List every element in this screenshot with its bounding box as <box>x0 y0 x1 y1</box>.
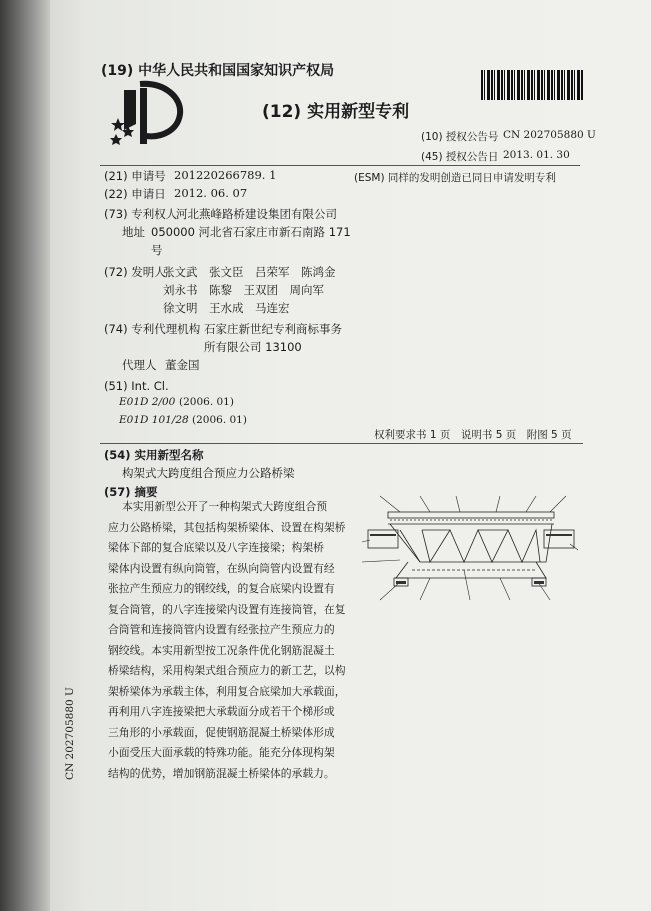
abstract-line: 应力公路桥梁，其包括构架桥梁体、设置在构架桥 <box>108 520 346 534</box>
abstract-line: 桥梁结构，采用构架式组合预应力的新工艺，以构 <box>108 664 346 677</box>
esm-note: (ESM) 同样的发明创造已同日申请发明专利 <box>354 172 556 184</box>
filing-label: (22) 申请日 <box>104 187 166 201</box>
abstract-line: 梁体内设置有纵向筒管，在纵向筒管内设置有经 <box>108 561 335 575</box>
address-line1: 050000 河北省石家庄市新石南路 171 <box>151 225 351 239</box>
document-type: (12) 实用新型专利 <box>262 102 410 122</box>
page-counts: 权利要求书 1 页 说明书 5 页 附图 5 页 <box>374 429 572 441</box>
abstract-line: 本实用新型公开了一种构架式大跨度组合预 <box>122 500 328 513</box>
inventors-line1: 张文武 张文臣 吕荣军 陈鸿金 <box>163 265 336 279</box>
patentee: 河北燕峰路桥建设集团有限公司 <box>176 207 337 221</box>
filing-date: 2012. 06. 07 <box>174 186 248 200</box>
agency-label: (74) 专利代理机构 <box>104 322 201 336</box>
title-label: (54) 实用新型名称 <box>104 448 204 462</box>
address-line2: 号 <box>151 243 163 257</box>
patentee-label: (73) 专利权人 <box>104 207 178 221</box>
utility-model-title: 构架式大跨度组合预应力公路桥梁 <box>122 466 295 480</box>
header-rule <box>100 165 580 166</box>
abstract-line: 结构的优势，增加钢筋混凝土桥梁体的承载力。 <box>108 766 335 780</box>
abstract-label: (57) 摘要 <box>104 485 158 499</box>
ipc1-code: E01D 2/00 <box>119 396 176 408</box>
abstract-line: 三角形的小承载面，促使钢筋混凝土桥梁体形成 <box>108 725 335 739</box>
agency-line2: 所有限公司 13100 <box>204 340 302 354</box>
bridge-truss-drawing <box>360 490 580 608</box>
pub-date: 2013. 01. 30 <box>503 149 570 161</box>
mid-rule <box>100 443 583 444</box>
barcode <box>481 70 583 100</box>
ipc2-code: E01D 101/28 <box>119 414 189 426</box>
pub-number: CN 202705880 U <box>503 129 596 141</box>
pub-date-label: (45) 授权公告日 <box>421 151 499 163</box>
abstract-line: 小面受压大面承载的特殊功能。能充分体现构架 <box>108 746 335 759</box>
agency-line1: 石家庄新世纪专利商标事务 <box>204 322 342 336</box>
abstract-line: 复合筒管，的八字连接梁内设置有连接筒管，在复 <box>108 602 346 616</box>
sipo-emblem-icon <box>110 80 186 146</box>
app-no: 201220266789. 1 <box>174 168 277 182</box>
app-no-label: (21) 申请号 <box>104 169 166 183</box>
inventors-line3: 徐文明 王水成 马连宏 <box>163 301 290 315</box>
abstract-line: 张拉产生预应力的钢绞线，的复合底梁内设置有 <box>108 582 335 595</box>
ipc1-date: (2006. 01) <box>179 396 234 408</box>
ipc2-date: (2006. 01) <box>192 414 247 426</box>
inventors-line2: 刘永书 陈黎 王双团 周向军 <box>163 283 324 297</box>
background-edge <box>0 0 50 911</box>
address-label: 地址 <box>122 225 145 239</box>
abstract-line: 合筒管和连接筒管内设置有经张拉产生预应力的 <box>108 623 335 636</box>
abstract-line: 架桥梁体为承载主体，利用复合底梁加大承载面， <box>108 684 346 698</box>
ipc-label: (51) Int. Cl. <box>104 379 169 393</box>
abstract-line: 梁体下部的复合底梁以及八字连接梁；构架桥 <box>108 541 324 554</box>
pub-number-label: (10) 授权公告号 <box>421 131 499 143</box>
abstract-line: 钢绞线。本实用新型按工况条件优化钢筋混凝土 <box>108 643 335 657</box>
abstract-line: 再利用八字连接梁把大承载面分成若干个梯形或 <box>108 705 335 718</box>
agent-label: 代理人 <box>122 358 157 372</box>
agent: 董金国 <box>165 358 200 372</box>
office-title: (19) 中华人民共和国国家知识产权局 <box>101 63 335 79</box>
side-publication-code: CN 202705880 U <box>64 687 76 780</box>
inventors-label: (72) 发明人 <box>104 265 166 279</box>
